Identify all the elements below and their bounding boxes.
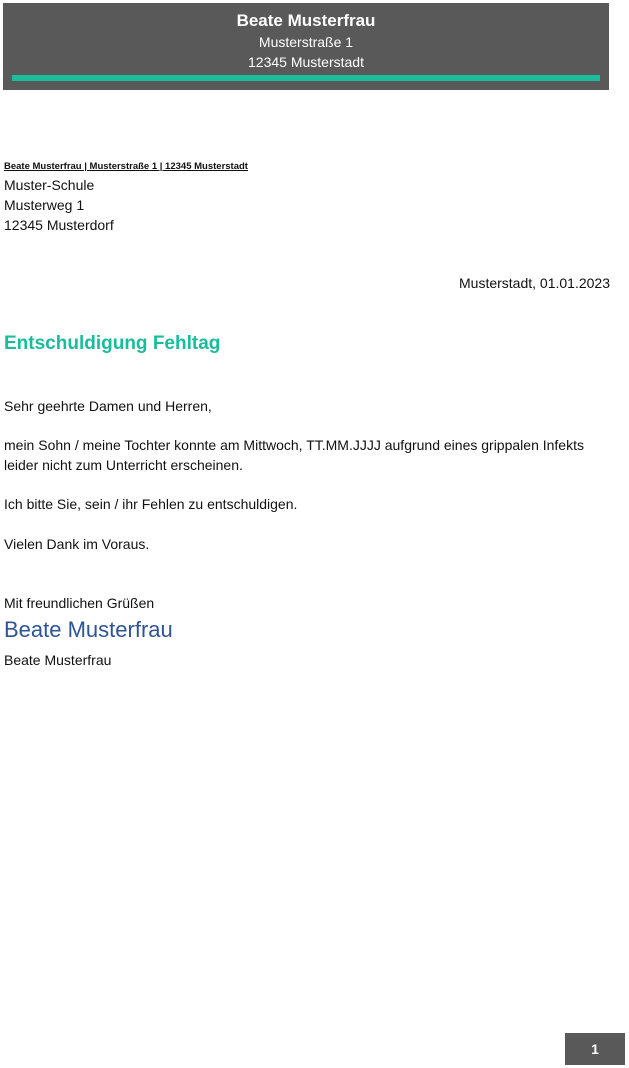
recipient-address: [4, 175, 114, 235]
letterhead-city: 12345 Musterstadt: [248, 54, 364, 70]
signature: Beate Musterfrau: [4, 617, 173, 642]
letterhead: [3, 3, 609, 90]
page-number: 1: [565, 1033, 625, 1065]
body-paragraph: mein Sohn / meine Tochter konnte am Mittwoch, TT.MM.JJJJ aufgrund eines grippalen Infekts leider nicht zum Unterricht erscheinen.: [4, 437, 584, 473]
letter-subject: Entschuldigung Fehltag: [4, 333, 221, 354]
letterhead-street: Musterstraße 1: [258, 34, 354, 50]
recipient-name: Muster-Schule: [4, 177, 95, 193]
signer-name: Beate Musterfrau: [4, 652, 112, 668]
salutation: Sehr geehrte Damen und Herren,: [4, 398, 212, 414]
body-paragraph: Ich bitte Sie, sein / ihr Fehlen zu entschuldigen.: [4, 496, 298, 512]
letterhead-name: Beate Musterfrau: [236, 11, 376, 30]
letterhead-accent-bar: [12, 75, 600, 81]
closing-phrase: Mit freundlichen Grüßen: [4, 595, 155, 611]
recipient-city: 12345 Musterdorf: [4, 217, 114, 233]
sender-return-address: Beate Musterfrau | Musterstraße 1 | 12345 Musterstadt: [4, 161, 248, 172]
body-paragraph: Vielen Dank im Voraus.: [4, 536, 150, 552]
letter-date: Musterstadt, 01.01.2023: [459, 275, 610, 291]
recipient-street: Musterweg 1: [4, 197, 85, 213]
